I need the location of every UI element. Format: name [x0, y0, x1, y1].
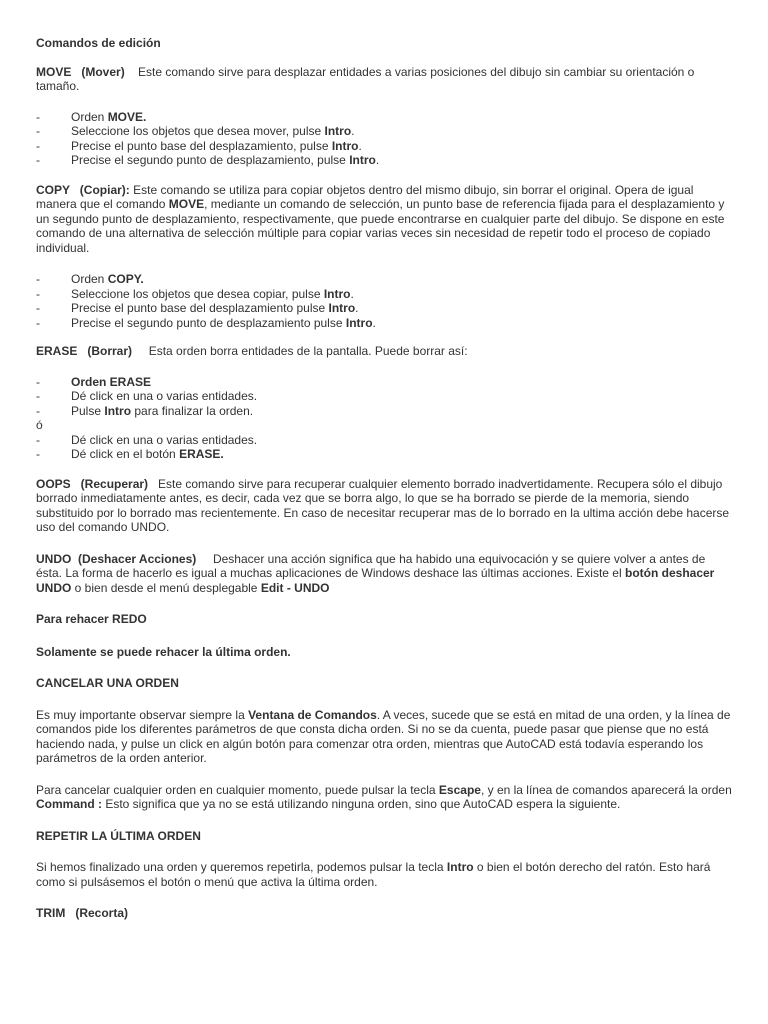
list-item: - Orden MOVE. [36, 109, 147, 124]
list-item: - Dé click en el botón ERASE. [36, 447, 224, 461]
cancel-heading: CANCELAR UNA ORDEN [36, 676, 179, 690]
erase-paragraph [36, 344, 732, 359]
list-item: - Dé click en una o varias entidades. [36, 389, 258, 403]
move-description: Este comando sirve para desplazar entidades a varias posiciones del dibujo sin cambiar su orientación o tamaño. [36, 64, 698, 93]
cancel-paragraph-1: Es muy importante observar siempre la Ventana de Comandos. A veces, sucede que se está en mitad de una orden, y la línea de comandos pide los diferentes parámetros de que consta dicha orden. Si no se da cuenta, puede pasar que piense que no está haciendo nada, y pulse un click en algún botón para comenzar otra orden, mientras que AutoCAD está todavía esperando los parámetros de la orden anterior. [36, 707, 731, 765]
redo-heading: Para rehacer REDO [36, 612, 147, 626]
trim-heading: TRIM (Recorta) [36, 906, 129, 920]
list-item: - Precise el segundo punto de desplazamiento, pulse Intro. [36, 153, 380, 167]
erase-steps-list [36, 375, 732, 462]
oops-description: Este comando sirve para recuperar cualquier elemento borrado inadvertidamente. Recupera sólo el dibujo borrado inmediatamente antes, es decir, cada vez que se borra algo, lo que se ha borrado se pierde de la memoria, siendo substituido por lo borrado mas recientemente. En caso de necesitar recuperar mas de lo borrado en la ultima acción debe hacerse uso del comando UNDO. [36, 476, 733, 534]
list-item: - Dé click en una o varias entidades. [36, 432, 258, 447]
list-item: - Precise el punto base del desplazamiento, pulse Intro. [36, 138, 362, 153]
cancel-paragraph-2: Para cancelar cualquier orden en cualquier momento, puede pulsar la tecla Escape, y en la línea de comandos aparecerá la orden Command : Esto significa que ya no se está utilizando ninguna orden, sino que AutoCAD espera la siguiente. [36, 782, 732, 811]
repeat-heading: REPETIR LA ÚLTIMA ORDEN [36, 828, 201, 843]
redo-note: Solamente se puede rehacer la última orden. [36, 644, 291, 659]
move-paragraph [36, 65, 732, 94]
move-name: (Mover) [81, 64, 125, 79]
undo-paragraph: UNDO (Deshacer Acciones) Deshacer una acción significa que ha habido una equivocación y se quiere volver a antes de ésta. La forma de hacerlo es igual a muchas aplicaciones de Windows deshace las últimas acciones. Existe el botón deshacer UNDO o bien desde el menú desplegable Edit - UNDO [36, 551, 715, 595]
list-item: - Orden COPY. [36, 272, 144, 286]
oops-heading: OOPS (Recuperar) [36, 476, 149, 491]
move-steps-list [36, 110, 732, 168]
oops-paragraph [36, 477, 732, 535]
copy-steps-list [36, 272, 732, 330]
list-item: - Pulse Intro para finalizar la orden. [36, 403, 254, 418]
page-title: Comandos de edición [36, 36, 161, 50]
list-item: - Seleccione los objetos que desea mover, pulse Intro. [36, 124, 355, 138]
repeat-paragraph: Si hemos finalizado una orden y queremos repetirla, podemos pulsar la tecla Intro o bien el botón derecho del ratón. Esto hará como si pulsásemos el botón o menú que activa la última orden. [36, 860, 711, 889]
move-heading: MOVE [36, 64, 72, 79]
list-item: - Precise el segundo punto de desplazamiento pulse Intro. [36, 315, 376, 330]
list-item: - Seleccione los objetos que desea copiar, pulse Intro. [36, 286, 354, 301]
copy-heading: COPY (Copiar): [36, 182, 130, 197]
copy-paragraph: COPY (Copiar): Este comando se utiliza para copiar objetos dentro del mismo dibujo, sin borrar el original. Opera de igual manera que el comando MOVE, mediante un comando de selección, un punto base de referencia fijada para el desplazamiento y un segundo punto de desplazamiento, respectivamente, que puede encontrarse en cualquier parte del dibujo. Se dispone en este comando de una alternativa de selección múltiple para copiar varias veces sin necesidad de repetir todo el proceso de copiado individual. [36, 182, 725, 255]
list-item: - Precise el punto base del desplazamiento pulse Intro. [36, 301, 359, 315]
list-item-or: ó [36, 418, 43, 432]
list-item: - Orden ERASE [36, 374, 152, 389]
erase-description: Esta orden borra entidades de la pantalla. Puede borrar así: [132, 344, 468, 358]
undo-heading: UNDO (Deshacer Acciones) [36, 551, 197, 566]
erase-heading: ERASE (Borrar) [36, 344, 133, 358]
